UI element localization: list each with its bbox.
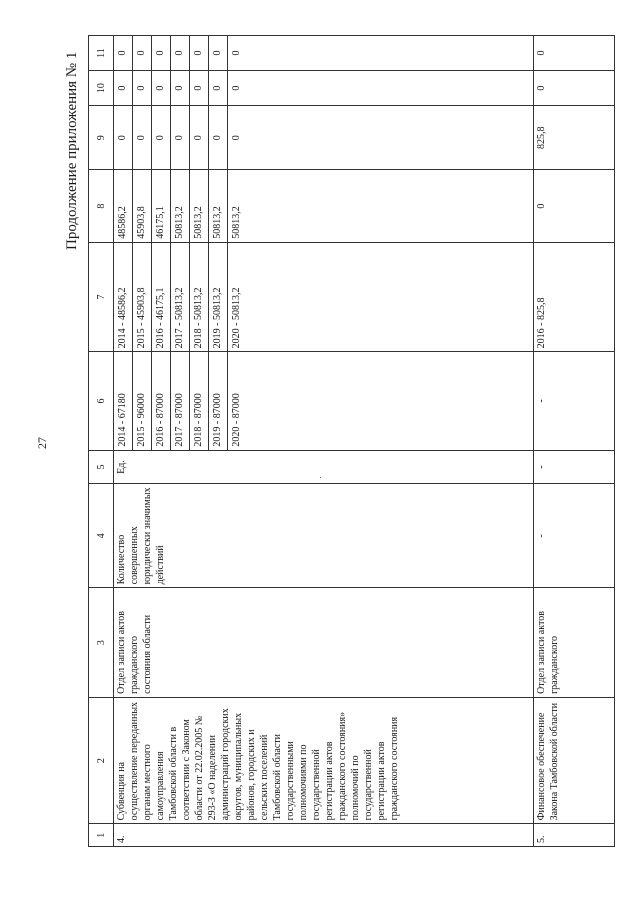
executor: Отдел записи актов гражданского состояния области (114, 588, 534, 698)
col11-values (114, 36, 534, 71)
col-header: 7 (89, 242, 114, 352)
unit: - (534, 450, 615, 484)
col9-values (114, 106, 534, 170)
list-item: 0 (190, 36, 209, 70)
list-item: 0 (114, 36, 133, 70)
list-item: 0 (133, 71, 152, 105)
list-item: 50813,2 (171, 170, 190, 241)
list-item: 50813,2 (209, 170, 228, 241)
page-number: 27 (35, 437, 49, 449)
list-item: 48586,2 (114, 170, 133, 241)
col11-value: 0 (534, 36, 615, 71)
list-item: 2014 - 67180 (114, 352, 133, 449)
appendix-title: Продолжение приложения № 1 (64, 51, 80, 250)
target-values (114, 352, 534, 450)
col-header: 6 (89, 352, 114, 450)
list-item: 0 (152, 106, 171, 169)
list-item: 2014 - 48586,2 (114, 243, 133, 352)
col8-value: 0 (534, 170, 615, 242)
col-header: 2 (89, 697, 114, 824)
unit: Ед. (114, 450, 534, 484)
col-header: 11 (89, 36, 114, 71)
col8-values (114, 170, 534, 242)
col9-value: 825,8 (534, 106, 615, 170)
col-header: 3 (89, 588, 114, 698)
executor: Отдел записи актов гражданского (534, 588, 615, 698)
list-item: 45903,8 (133, 170, 152, 241)
col-header: 9 (89, 106, 114, 170)
list-item: 50813,2 (231, 206, 242, 239)
list-item: 46175,1 (152, 170, 171, 241)
measure-name: Субвенция на осуществление переданных органам местного самоуправления Тамбовской области в соответствии с Законом области от 22.02.2005 № 293-З «О наделении администраций городских округов, муниципальных районов, городских и сельских поселений Тамбовской области государственными полномочиями по государственной регистрации актов гражданского состояния» полномочий по государственной регистрации актов гражданского состояния (114, 697, 534, 824)
list-item: 0 (231, 50, 242, 56)
list-item: 2018 - 50813,2 (190, 243, 209, 352)
indicator: Количество совершенных юридически значимых действий (114, 484, 534, 588)
list-item: 2018 - 87000 (190, 352, 209, 449)
col-header: 4 (89, 484, 114, 588)
list-item: 0 (231, 135, 242, 141)
measure-name: Финансовое обеспечение Закона Тамбовской области (534, 697, 615, 824)
list-item: 2019 - 87000 (209, 352, 228, 449)
list-item: 0 (114, 106, 133, 169)
table-row (114, 36, 534, 847)
list-item: 2016 - 87000 (152, 352, 171, 449)
list-item: 2016 - 46175,1 (152, 243, 171, 352)
list-item: 2017 - 87000 (171, 352, 190, 449)
table-row (534, 36, 615, 847)
col-header: 1 (89, 824, 114, 847)
row-number: 5. (534, 824, 615, 847)
list-item: 0 (133, 36, 152, 70)
list-item: 0 (209, 106, 228, 169)
list-item: 0 (114, 71, 133, 105)
list-item: 0 (171, 106, 190, 169)
list-item: 2015 - 45903,8 (133, 243, 152, 352)
list-item: 0 (231, 85, 242, 91)
list-item: 0 (190, 106, 209, 169)
list-item: 0 (209, 71, 228, 105)
column-number-row (89, 36, 114, 847)
list-item: 2020 - 50813,2 (231, 287, 242, 349)
funding-values (114, 242, 534, 352)
list-item: 0 (152, 36, 171, 70)
list-item: 0 (133, 106, 152, 169)
funding-value: 2016 - 825,8 (534, 242, 615, 352)
program-table (88, 35, 615, 847)
col-header: 5 (89, 450, 114, 484)
row-number: 4. (114, 824, 534, 847)
col10-values (114, 71, 534, 106)
list-item: 0 (190, 71, 209, 105)
col-header: 10 (89, 71, 114, 106)
target-value: - (534, 352, 615, 450)
list-item: 50813,2 (190, 170, 209, 241)
list-item: 0 (171, 71, 190, 105)
list-item: 2020 - 87000 (231, 393, 242, 447)
col-header: 8 (89, 170, 114, 242)
list-item: 0 (171, 36, 190, 70)
list-item: 0 (209, 36, 228, 70)
list-item: 2015 - 96000 (133, 352, 152, 449)
list-item: 2019 - 50813,2 (209, 243, 228, 352)
col10-value: 0 (534, 71, 615, 106)
list-item: 2017 - 50813,2 (171, 243, 190, 352)
indicator: - (534, 484, 615, 588)
list-item: 0 (152, 71, 171, 105)
